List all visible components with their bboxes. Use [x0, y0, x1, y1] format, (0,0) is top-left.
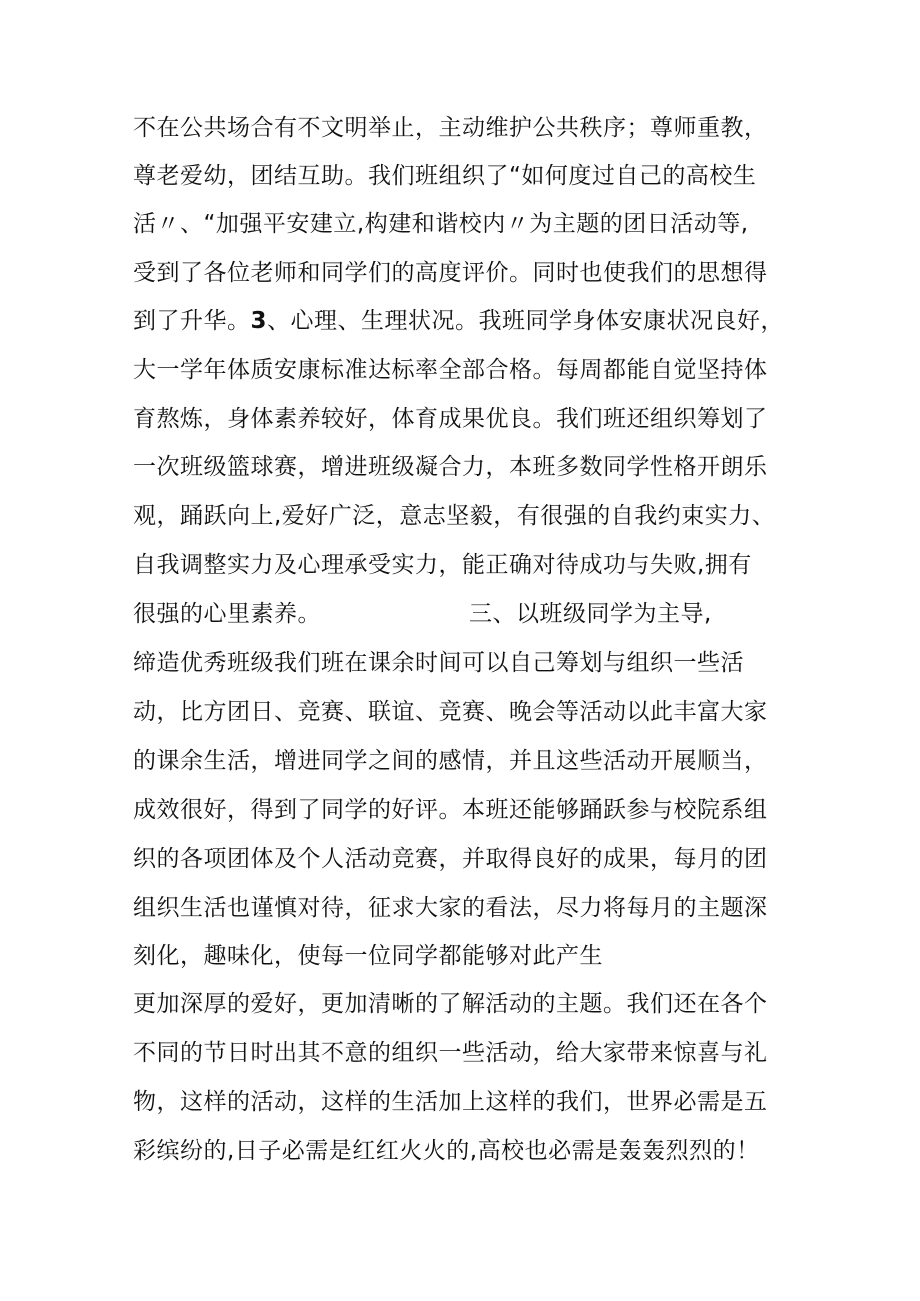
text-line: 物，这样的活动，这样的生活加上这样的我们，世界必需是五: [133, 1089, 768, 1115]
text-line: 缔造优秀班级我们班在课余时间可以自己筹划与组织一些活: [133, 650, 744, 676]
text-line: [133, 297, 803, 345]
text-line: 彩缤纷的,日子必需是红红火火的,高校也必需是轰轰烈烈的！: [133, 1138, 760, 1164]
text-run: 到了升华。: [133, 308, 251, 334]
text-line: 的课余生活，增进同学之间的感情，并且这些活动开展顺当，: [133, 748, 768, 774]
text-line: 受到了各位老师和同学们的高度评价。同时也使我们的思想得: [133, 260, 768, 286]
text-line: 育熬炼，身体素养较好，体育成果优良。我们班还组织筹划了: [133, 406, 768, 432]
text-line: 刻化，趣味化，使每一位同学都能够对此产生: [133, 943, 603, 969]
text-line: 成效很好，得到了同学的好评。本班还能够踊跃参与校院系组: [133, 797, 768, 823]
text-line: 不在公共场合有不文明举止，主动维护公共秩序；尊师重教，: [133, 115, 768, 141]
text-run: 很强的心里素养。: [133, 601, 321, 627]
text-line: 观，踊跃向上,爱好广泛，意志坚毅，有很强的自我约束实力、: [133, 503, 776, 529]
section-heading: 三、以班级同学为主导,: [469, 601, 712, 627]
text-run: 、心理、生理状况。我班同学身体安康状况良好，: [267, 308, 785, 334]
text-line: [133, 590, 803, 638]
text-line: 不同的节日时出其不意的组织一些活动，给大家带来惊喜与礼: [133, 1040, 768, 1066]
text-line: 自我调整实力及心理承受实力，能正确对待成功与失败,拥有: [133, 552, 752, 578]
text-line: 大一学年体质安康标准达标率全部合格。每周都能自觉坚持体: [133, 357, 768, 383]
text-line: 组织生活也谨慎对待，征求大家的看法，尽力将每月的主题深: [133, 895, 768, 921]
text-line: 尊老爱幼，团结互助。我们班组织了“如何度过自己的高校生: [133, 163, 757, 189]
text-line: 一次班级篮球赛，增进班级凝合力，本班多数同学性格开朗乐: [133, 454, 768, 480]
section-number: 3: [250, 308, 268, 334]
text-line: 更加深厚的爱好，更加清晰的了解活动的主题。我们还在各个: [133, 991, 768, 1017]
text-line: 活〃、“加强平安建立,构建和谐校内〃为主题的团日活动等,: [133, 211, 749, 237]
text-line: 动，比方团日、竞赛、联谊、竞赛、晚会等活动以此丰富大家: [133, 699, 768, 725]
text-line: 织的各项团体及个人活动竞赛，并取得良好的成果，每月的团: [133, 846, 768, 872]
